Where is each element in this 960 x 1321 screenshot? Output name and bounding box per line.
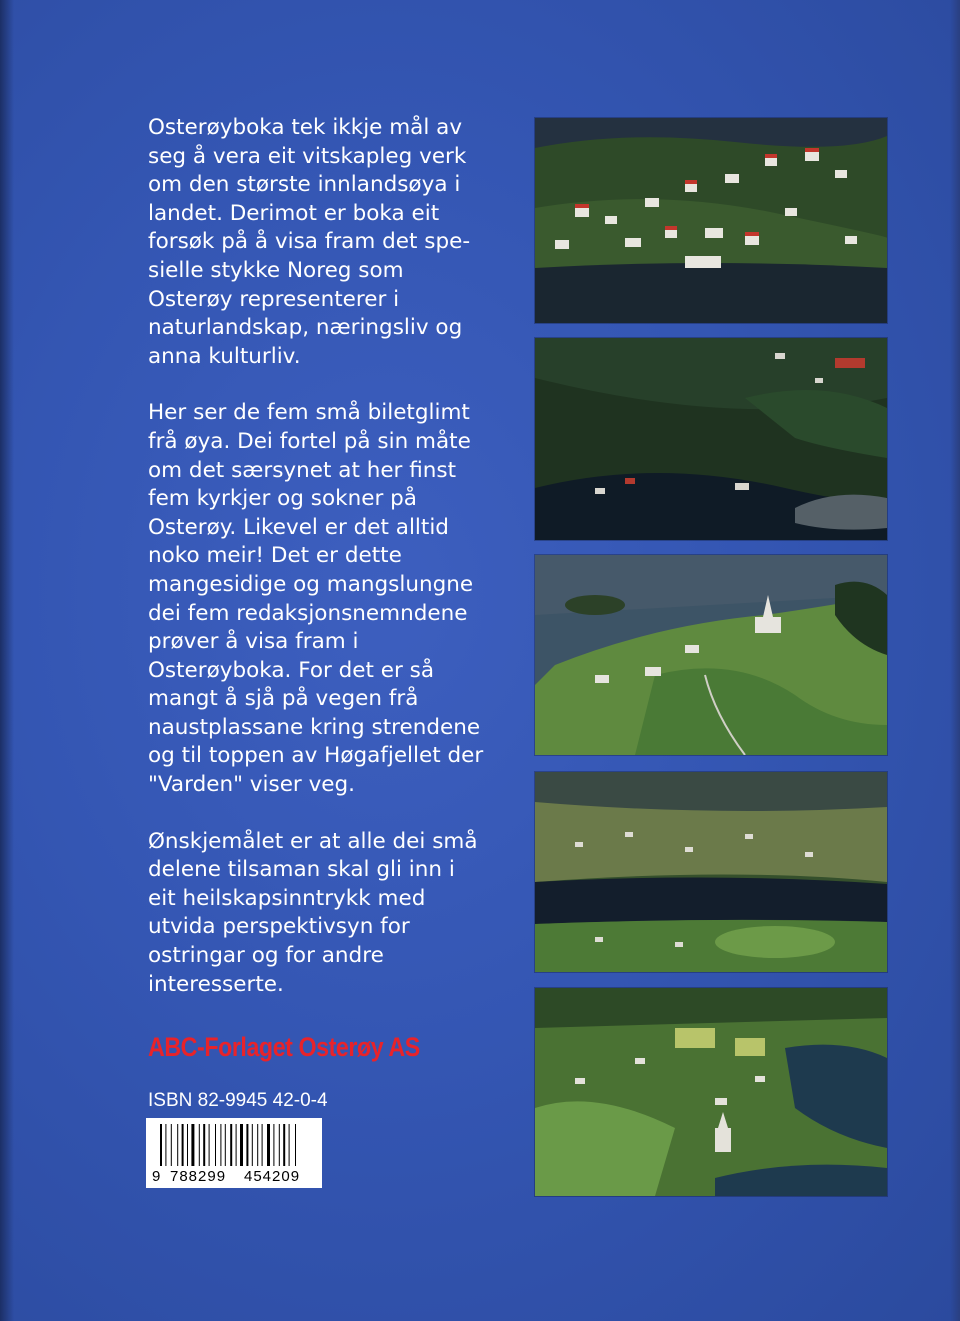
aerial-church-shore-photo [535,555,887,755]
aerial-forest-bay-photo [535,338,887,540]
barcode-lead-digit: 9 [152,1168,161,1185]
aerial-valley-fjord-photo [535,772,887,972]
barcode-group-1: 788299 [170,1168,227,1185]
blurb-paragraph-3: Ønskjemålet er at alle dei små delene tilsaman skal gli inn i eit heilskapsinntrykk med utvida perspektivsyn for ostringar og for andre interesserte. [148,828,478,997]
isbn-label: ISBN 82-9945 42-0-4 [148,1090,328,1111]
blurb-text [148,114,488,1027]
blurb-paragraph-2: Her ser de fem små biletglimt frå øya. Dei fortel på sin måte om det særsynet at her finst fem kyrkjer og sokner på Osterøy. Likevel er det alltid noko meir! Det er dette mangesidige og mangslungne dei fem redaksjonsnemndene prøver å visa fram i Osterøyboka. For det er så mangt å sjå på vegen frå naustplassane kring strendene og til toppen av Høgafjellet der "Varden" viser veg. [148,400,484,798]
barcode [146,1118,322,1188]
aerial-church-bay-photo [535,988,887,1196]
publisher-name: ABC-Forlaget Osterøy AS [148,1032,420,1062]
spine-shadow [0,0,14,1321]
barcode-group-2: 454209 [244,1168,301,1185]
blurb-paragraph-1: Osterøyboka tek ikkje mål av seg å vera eit vitskapleg verk om den største innlandsøya i landet. Derimot er boka eit forsøk på å visa fram det spe- sielle stykke Noreg som Osterøy representerer i naturlandskap, næringsliv og anna kulturliv. [148,115,471,369]
aerial-village-photo [535,118,887,323]
edge-shadow [950,0,960,1321]
